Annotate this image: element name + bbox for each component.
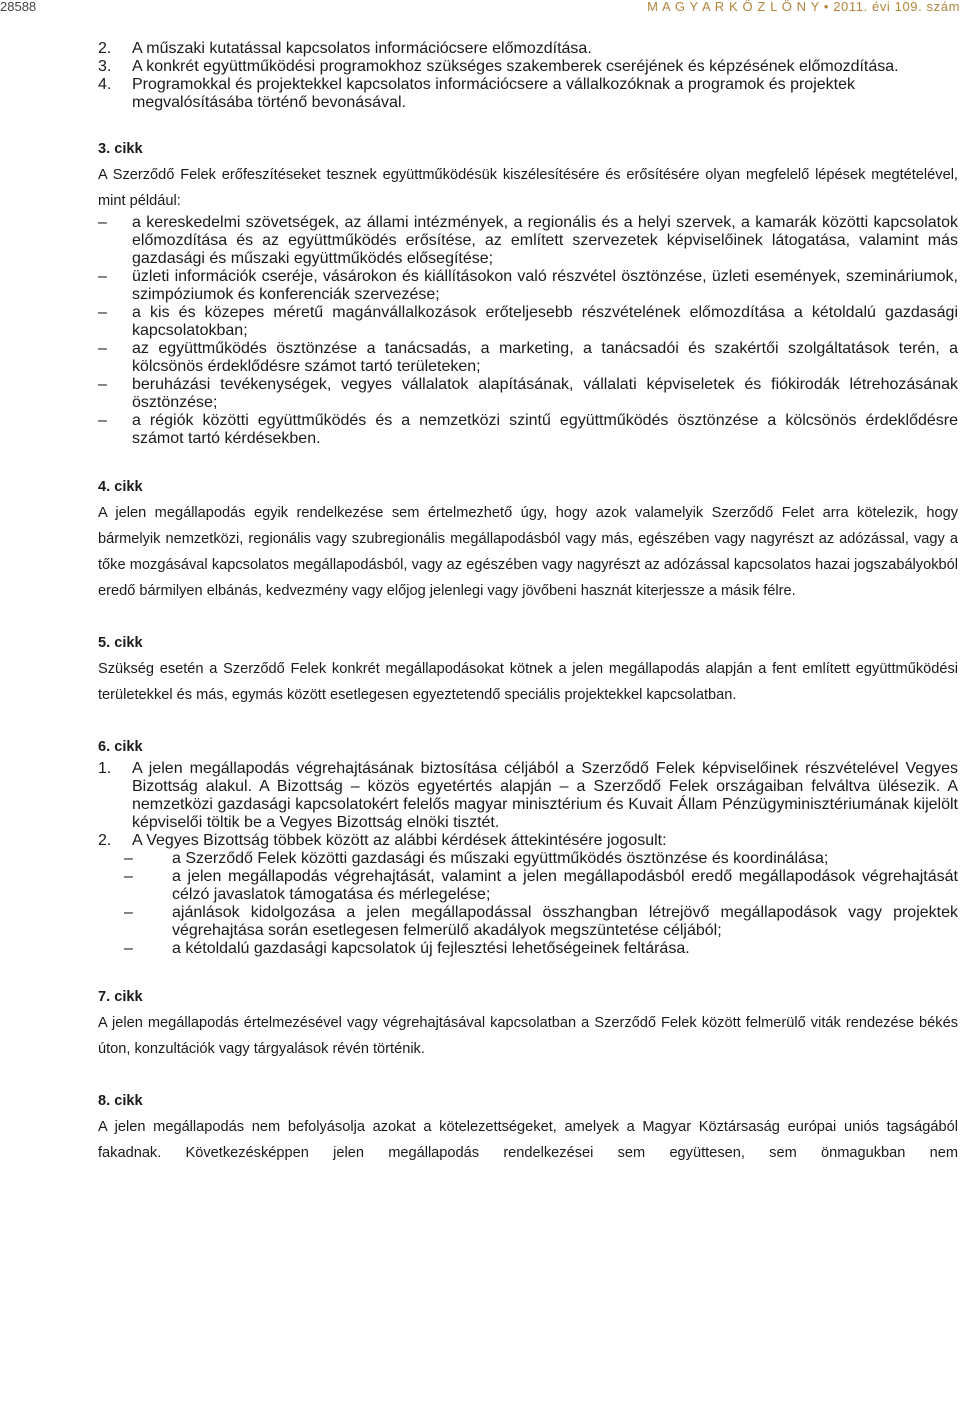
list-number: 2. xyxy=(98,832,112,849)
list-item xyxy=(0,214,958,268)
article-6-title: 6. cikk xyxy=(98,739,143,755)
list-text: A műszaki kutatással kapcsolatos információcsere előmozdítása. xyxy=(132,40,592,57)
list-text: a kereskedelmi szövetségek, az állami intézmények, a regionális és a helyi szervek, a kamarák közötti kapcsolatok előmozdítása és az együttműködés erősítése, az említett szervezetek képviselőinek látogatása, valamint más gazdasági és műszaki együttműködés elősegítése; xyxy=(132,214,958,267)
document-body xyxy=(98,40,958,1166)
article-3-intro: A Szerződő Felek erőfeszítéseket tesznek együttműködésük kiszélesítésére és erősítésére olyan megfelelő lépések megtételével, mint például: xyxy=(98,167,958,209)
list-text: A jelen megállapodás végrehajtásának biztosítása céljából a Szerződő Felek képviselőinek részvételével Vegyes Bizottság alakul. A Bizottság – közös egyetértés alapján – a Szerződő Felek országaiban felváltva ülésezik. A nemzetközi gazdasági kapcsolatokért felelős magyar minisztérium és Kuvait Állam Pénzügyminisztériumának kijelölt képviselői töltik be a Vegyes Bizottság elnöki tisztét. xyxy=(132,760,958,831)
list-text: üzleti információk cseréje, vásárokon és kiállításokon való részvétel ösztönzése, üzleti események, szemináriumok, szimpóziumok és konferenciák szervezése; xyxy=(132,268,958,303)
list-item xyxy=(98,40,958,58)
list-item xyxy=(0,340,958,376)
list-text: az együttműködés ösztönzése a tanácsadás, a marketing, a tanácsadói és szakértői szolgáltatások terén, a kölcsönös érdeklődésre számot tartó területeken; xyxy=(132,340,958,375)
list-text: A Vegyes Bizottság többek között az alábbi kérdések áttekintésére jogosult: xyxy=(132,832,667,849)
article-8-text: A jelen megállapodás nem befolyásolja azokat a kötelezettségeket, amelyek a Magyar Köztársaság európai uniós tagságából fakadnak. Következésképpen jelen megállapodás rendelkezései sem együttesen, sem önmagukban nem xyxy=(98,1119,958,1161)
list-item xyxy=(94,904,958,940)
list-text: a régiók közötti együttműködés és a nemzetközi szintű együttműködés ösztönzése a kölcsönös érdeklődésre számot tartó kérdésekben. xyxy=(132,412,958,447)
list-number: 3. xyxy=(98,58,112,75)
article-5-title: 5. cikk xyxy=(98,635,143,651)
list-number: 1. xyxy=(98,760,112,777)
list-item xyxy=(98,58,958,76)
list-item xyxy=(94,868,958,904)
list-text: a kis és közepes méretű magánvállalkozások erőteljesebb részvételének előmozdítása a kétoldalú gazdasági kapcsolatokban; xyxy=(132,304,958,339)
list-item xyxy=(0,412,958,448)
article-4-text: A jelen megállapodás egyik rendelkezése sem értelmezhető úgy, hogy azok valamelyik Szerződő Felet arra kötelezik, hogy bármelyik nemzetközi, regionális vagy szubregionális megállapodásból vagy más, egészében vagy nagyrészt az adózással, vagy a tőke mozgásával kapcsolatos megállapodásból, vagy az egészében vagy nagyrészt az adózással kapcsolatos hazai jogszabályokból eredő bármilyen elbánás, kedvezmény vagy előjog jelenlegi vagy jövőbeni hasznát kiterjessze a másik félre. xyxy=(98,505,958,599)
list-number: 4. xyxy=(98,76,112,93)
list-text: beruházási tevékenységek, vegyes vállalatok alapításának, vállalati képviseletek és fiókirodák létrehozásának ösztönzése; xyxy=(132,376,958,411)
list-item xyxy=(98,760,958,832)
list-item xyxy=(94,940,958,958)
article-3-title: 3. cikk xyxy=(98,141,143,157)
article-5-text: Szükség esetén a Szerződő Felek konkrét megállapodásokat kötnek a jelen megállapodás alapján a fent említett együttműködési területekkel és más, egymás között esetlegesen egyeztetendő speciális projektekkel kapcsolatban. xyxy=(98,661,958,703)
list-text: a jelen megállapodás végrehajtását, valamint a jelen megállapodásból eredő megállapodások végrehajtását célzó javaslatok támogatása és mérlegelése; xyxy=(172,868,958,903)
list-item xyxy=(98,76,958,112)
journal-header: M A G Y A R K Ö Z L Ö N Y • 2011. évi 109. szám xyxy=(647,0,960,14)
article-7-text: A jelen megállapodás értelmezésével vagy végrehajtásával kapcsolatban a Szerződő Felek között felmerülő viták rendezése békés úton, konzultációk vagy tárgyalások révén történik. xyxy=(98,1015,958,1057)
article-7-title: 7. cikk xyxy=(98,989,143,1005)
list-text: a kétoldalú gazdasági kapcsolatok új fejlesztési lehetőségeinek feltárása. xyxy=(172,940,690,957)
list-item xyxy=(0,304,958,340)
article-4-title: 4. cikk xyxy=(98,479,143,495)
list-text: a Szerződő Felek közötti gazdasági és műszaki együttműködés ösztönzése és koordinálása; xyxy=(172,850,829,867)
list-item xyxy=(98,832,958,850)
list-text: Programokkal és projektekkel kapcsolatos információcsere a vállalkozóknak a programok és projektek megvalósításába történő bevonásával. xyxy=(132,76,855,111)
list-text: A konkrét együttműködési programokhoz szükséges szakemberek cseréjének és képzésének előmozdítása. xyxy=(132,58,899,75)
list-item xyxy=(0,268,958,304)
list-item xyxy=(94,850,958,868)
list-item xyxy=(0,376,958,412)
list-text: ajánlások kidolgozása a jelen megállapodással összhangban létrejövő megállapodások vagy projektek végrehajtása során esetlegesen felmerülő akadályok megszüntetése céljából; xyxy=(172,904,958,939)
list-number: 2. xyxy=(98,40,112,57)
article-8-title: 8. cikk xyxy=(98,1093,143,1109)
page-number: 28588 xyxy=(0,0,37,14)
